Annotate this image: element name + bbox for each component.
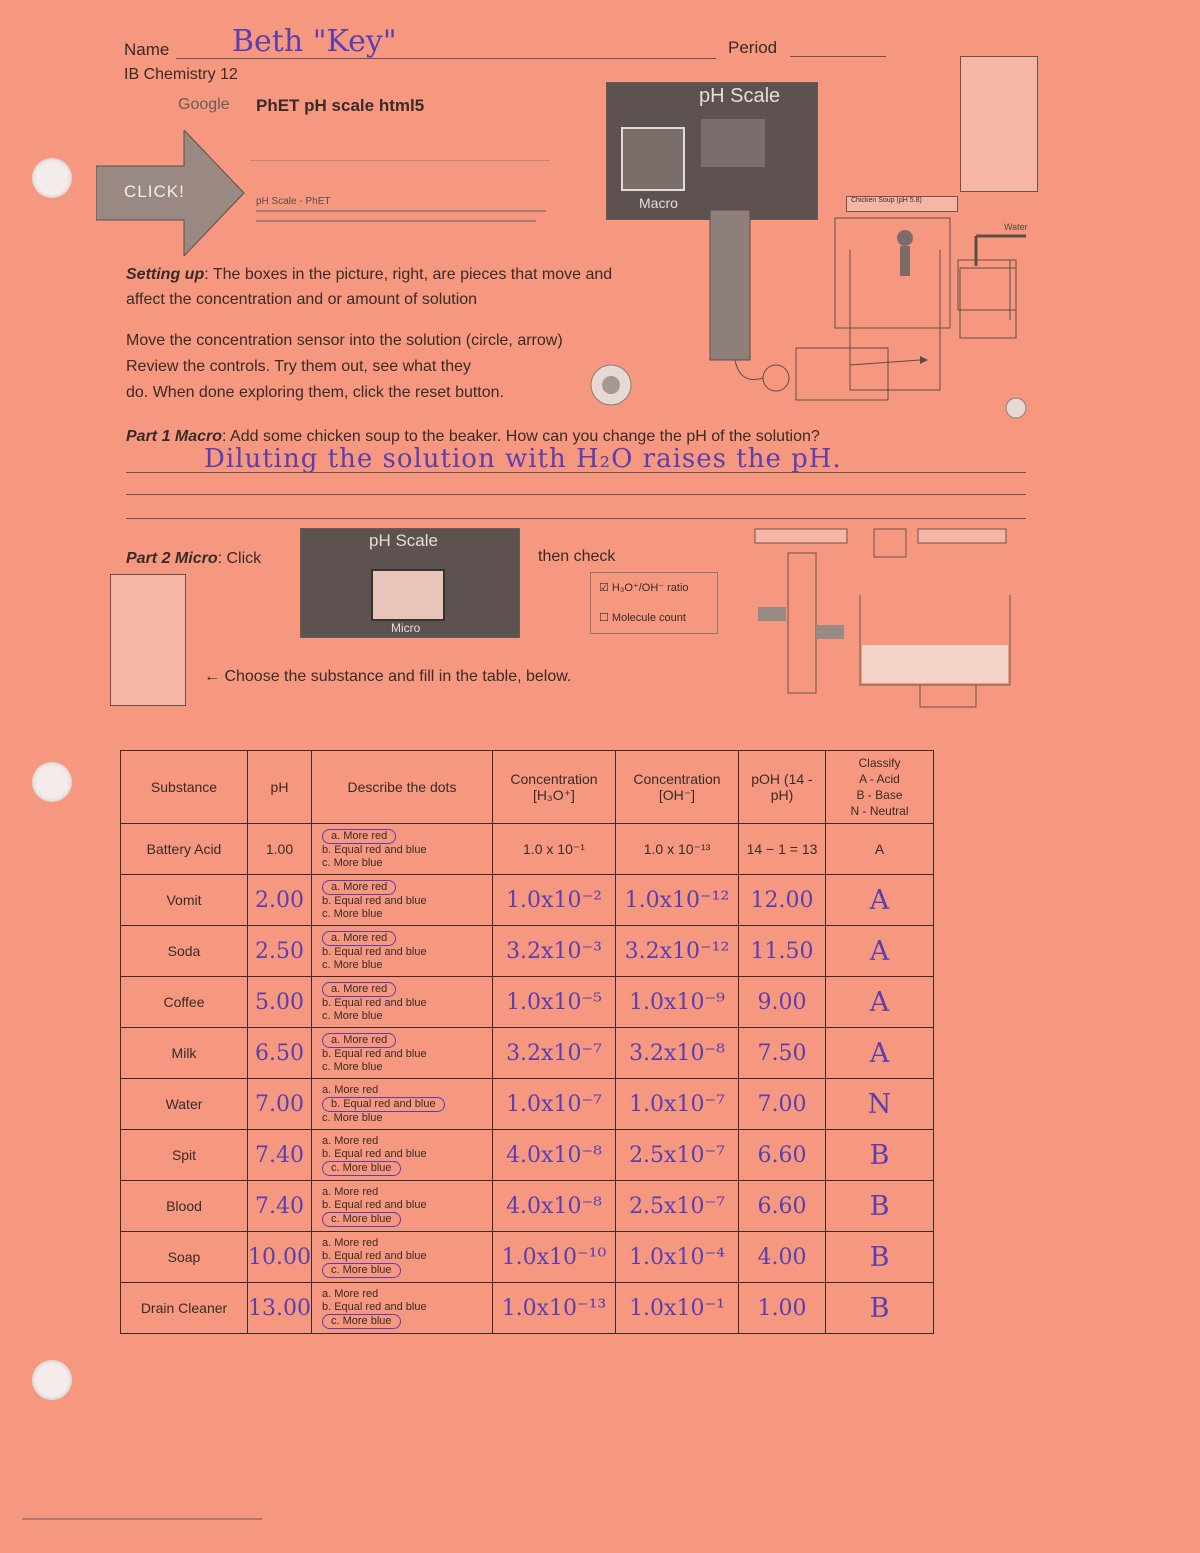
cell-conc-h: 3.2x10⁻³ xyxy=(492,926,615,977)
cell-classify: A xyxy=(825,926,933,977)
dot-option-row xyxy=(322,1161,492,1176)
table-header-row xyxy=(121,751,934,824)
macro-label: Macro xyxy=(639,195,678,211)
cell-substance: Drain Cleaner xyxy=(121,1283,248,1334)
search-query: PhET pH scale html5 xyxy=(256,96,425,115)
reset-button-icon[interactable] xyxy=(586,360,636,410)
dot-option-row xyxy=(322,880,492,895)
choose-substance-text: ← Choose the substance and fill in the table, below. xyxy=(204,668,572,685)
dot-option: c. More blue xyxy=(322,1263,401,1278)
cell-conc-h: 1.0x10⁻¹⁰ xyxy=(492,1232,615,1283)
cell-ph: 13.00 xyxy=(248,1283,312,1334)
dot-option-row xyxy=(322,1301,492,1314)
controls-line-1: Move the concentration sensor into the solution (circle, arrow) xyxy=(126,332,563,349)
header-poh: pOH (14 - pH) xyxy=(738,751,825,824)
setup-text-1: : The boxes in the picture, right, are pieces that move and xyxy=(204,266,613,283)
cell-poh: 14 − 1 = 13 xyxy=(738,824,825,875)
cell-dots xyxy=(311,1232,492,1283)
cell-poh: 7.00 xyxy=(738,1079,825,1130)
name-label: Name xyxy=(124,40,170,59)
classify-neutral: N - Neutral xyxy=(850,804,909,818)
dot-option-row xyxy=(322,1033,492,1048)
cell-conc-oh: 1.0x10⁻⁷ xyxy=(615,1079,738,1130)
dot-option: c. More blue xyxy=(321,856,383,869)
classify-base: B - Base xyxy=(856,788,903,802)
substance-list-panel-small xyxy=(110,574,186,706)
table-row xyxy=(121,926,934,977)
table-row xyxy=(121,824,934,875)
cell-dots xyxy=(311,926,492,977)
table-row xyxy=(121,1028,934,1079)
part2-label-row xyxy=(126,550,261,568)
answer-line xyxy=(126,472,1026,473)
period-line xyxy=(790,56,886,57)
reset-button-small-icon xyxy=(1004,396,1028,420)
answer-line xyxy=(126,518,1026,519)
cell-poh: 4.00 xyxy=(738,1232,825,1283)
dot-option: b. Equal red and blue xyxy=(321,1198,427,1211)
cell-ph: 2.50 xyxy=(248,926,312,977)
dot-option: a. More red xyxy=(321,1083,379,1096)
macro-tile[interactable] xyxy=(621,127,685,191)
search-result-snippet xyxy=(256,220,536,222)
dot-option: a. More red xyxy=(322,982,396,997)
dot-option-row xyxy=(322,1250,492,1263)
table-row xyxy=(121,1079,934,1130)
setup-text-2: affect the concentration and or amount of solution xyxy=(126,291,478,308)
header-substance: Substance xyxy=(121,751,248,824)
cell-classify: A xyxy=(825,977,933,1028)
cell-conc-oh: 3.2x10⁻⁸ xyxy=(615,1028,738,1079)
cell-classify: N xyxy=(825,1079,933,1130)
substance-dropdown-label: Chicken Soup (pH 5.8) xyxy=(851,197,922,204)
substance-table xyxy=(120,750,934,1334)
cell-conc-oh: 2.5x10⁻⁷ xyxy=(615,1181,738,1232)
dot-option: c. More blue xyxy=(322,1212,401,1227)
dot-option: b. Equal red and blue xyxy=(321,894,427,907)
binder-hole xyxy=(32,762,72,802)
micro-tile-selected[interactable] xyxy=(371,569,445,621)
dot-option: b. Equal red and blue xyxy=(321,1249,427,1262)
cell-conc-h: 3.2x10⁻⁷ xyxy=(492,1028,615,1079)
dot-option: c. More blue xyxy=(322,1161,401,1176)
dot-option: a. More red xyxy=(322,880,396,895)
cell-ph: 7.40 xyxy=(248,1130,312,1181)
dot-option-row xyxy=(322,1288,492,1301)
binder-hole xyxy=(32,1360,72,1400)
search-result-title: pH Scale - PhET xyxy=(256,196,331,207)
ph-scale-micro-screenshot xyxy=(300,528,520,638)
cell-conc-oh: 1.0 x 10⁻¹³ xyxy=(615,824,738,875)
dot-option: a. More red xyxy=(322,931,396,946)
cell-classify: A xyxy=(825,1028,933,1079)
footer-print-stamp xyxy=(22,1518,262,1520)
cell-conc-h: 4.0x10⁻⁸ xyxy=(492,1181,615,1232)
dot-option-row xyxy=(322,1048,492,1061)
cell-substance: Soda xyxy=(121,926,248,977)
dot-option-row xyxy=(322,1199,492,1212)
dot-option-row xyxy=(322,1314,492,1329)
cell-poh: 6.60 xyxy=(738,1181,825,1232)
cell-poh: 11.50 xyxy=(738,926,825,977)
dot-option: b. Equal red and blue xyxy=(321,945,427,958)
ratio-checkbox[interactable]: ☑ H₃O⁺/OH⁻ ratio xyxy=(599,582,689,594)
cell-conc-oh: 3.2x10⁻¹² xyxy=(615,926,738,977)
dot-option: a. More red xyxy=(321,1236,379,1249)
dot-option: b. Equal red and blue xyxy=(321,1147,427,1160)
cell-ph: 5.00 xyxy=(248,977,312,1028)
cell-ph: 7.40 xyxy=(248,1181,312,1232)
cell-dots xyxy=(311,1283,492,1334)
micro-tile[interactable] xyxy=(701,119,765,167)
cell-conc-h: 4.0x10⁻⁸ xyxy=(492,1130,615,1181)
dot-option: b. Equal red and blue xyxy=(321,843,427,856)
cell-ph: 2.00 xyxy=(248,875,312,926)
setup-paragraph xyxy=(126,262,612,312)
cell-substance: Vomit xyxy=(121,875,248,926)
micro-beaker-diagram xyxy=(750,525,1040,710)
micro-label: Micro xyxy=(391,621,421,635)
table-row xyxy=(121,1232,934,1283)
then-check-label: then check xyxy=(538,548,616,565)
cell-dots xyxy=(311,1181,492,1232)
cell-dots xyxy=(311,1130,492,1181)
course-title: IB Chemistry 12 xyxy=(124,66,238,83)
part1-answer: Diluting the solution with H₂O raises the pH. xyxy=(204,444,842,474)
cell-substance: Coffee xyxy=(121,977,248,1028)
cell-ph: 1.00 xyxy=(248,824,312,875)
cell-dots xyxy=(311,977,492,1028)
cell-poh: 1.00 xyxy=(738,1283,825,1334)
cell-classify: A xyxy=(825,875,933,926)
header-dots: Describe the dots xyxy=(311,751,492,824)
dot-option-row xyxy=(322,1135,492,1148)
molecule-checkbox[interactable]: ☐ Molecule count xyxy=(599,612,686,624)
cell-poh: 12.00 xyxy=(738,875,825,926)
dot-option-row xyxy=(322,1263,492,1278)
cell-conc-oh: 1.0x10⁻¹ xyxy=(615,1283,738,1334)
dot-option-row xyxy=(322,997,492,1010)
dot-option: c. More blue xyxy=(321,1060,383,1073)
classify-title: Classify xyxy=(858,756,901,770)
dot-option-row xyxy=(322,1148,492,1161)
binder-hole xyxy=(32,158,72,198)
dot-option-row xyxy=(322,857,492,870)
dot-option-row xyxy=(322,1061,492,1074)
dot-option-row xyxy=(322,1237,492,1250)
water-tap-diagram xyxy=(956,226,1036,356)
name-value: Beth "Key" xyxy=(232,24,397,59)
cell-ph: 6.50 xyxy=(248,1028,312,1079)
period-label: Period xyxy=(728,38,778,57)
dot-option-row xyxy=(322,1010,492,1023)
table-row xyxy=(121,1181,934,1232)
molecule-checkbox-label: Molecule count xyxy=(611,612,686,624)
dot-option: a. More red xyxy=(322,829,396,844)
setup-label: Setting up xyxy=(126,266,205,283)
dot-option-row xyxy=(322,982,492,997)
cell-substance: Spit xyxy=(121,1130,248,1181)
controls-line-2: Review the controls. Try them out, see what they xyxy=(126,358,472,375)
dot-option: c. More blue xyxy=(322,1314,401,1329)
cell-conc-h: 1.0x10⁻⁵ xyxy=(492,977,615,1028)
cell-substance: Milk xyxy=(121,1028,248,1079)
search-result-url xyxy=(256,210,546,212)
table-body xyxy=(121,824,934,1334)
substance-list-panel xyxy=(960,56,1038,192)
dot-option-row xyxy=(322,931,492,946)
controls-line-3: do. When done exploring them, click the reset button. xyxy=(126,384,504,401)
table-row xyxy=(121,977,934,1028)
dot-option: b. Equal red and blue xyxy=(322,1097,445,1112)
cell-classify: B xyxy=(825,1232,933,1283)
dot-option-row xyxy=(322,1112,492,1125)
cell-conc-oh: 1.0x10⁻⁹ xyxy=(615,977,738,1028)
cell-poh: 6.60 xyxy=(738,1130,825,1181)
header-conc-oh: Concentration [OH⁻] xyxy=(615,751,738,824)
dot-option-row xyxy=(322,1097,492,1112)
dot-option-row xyxy=(322,1186,492,1199)
table-row xyxy=(121,1283,934,1334)
dot-option: c. More blue xyxy=(321,1111,383,1124)
cell-dots xyxy=(311,1028,492,1079)
dot-option-row xyxy=(322,946,492,959)
classify-acid: A - Acid xyxy=(859,772,900,786)
header-conc-h: Concentration [H₃O⁺] xyxy=(492,751,615,824)
dot-option: b. Equal red and blue xyxy=(321,1047,427,1060)
cell-dots xyxy=(311,1079,492,1130)
cell-ph: 7.00 xyxy=(248,1079,312,1130)
search-divider xyxy=(250,160,550,161)
cell-dots xyxy=(311,875,492,926)
micro-sim-title: pH Scale xyxy=(369,531,438,550)
cell-substance: Blood xyxy=(121,1181,248,1232)
header-ph: pH xyxy=(248,751,312,824)
dot-option: c. More blue xyxy=(321,958,383,971)
cell-conc-h: 1.0x10⁻¹³ xyxy=(492,1283,615,1334)
cell-ph: 10.00 xyxy=(248,1232,312,1283)
table-row xyxy=(121,1130,934,1181)
header-classify xyxy=(825,751,933,824)
dot-option: a. More red xyxy=(322,1033,396,1048)
dot-option: a. More red xyxy=(321,1185,379,1198)
cell-substance: Battery Acid xyxy=(121,824,248,875)
dot-option-row xyxy=(322,959,492,972)
dot-option: b. Equal red and blue xyxy=(321,996,427,1009)
sim-title: pH Scale xyxy=(699,85,781,107)
cell-classify: B xyxy=(825,1130,933,1181)
dot-option-row xyxy=(322,895,492,908)
dot-option-row xyxy=(322,844,492,857)
table-row xyxy=(121,875,934,926)
cell-conc-oh: 1.0x10⁻⁴ xyxy=(615,1232,738,1283)
dot-option-row xyxy=(322,829,492,844)
cell-conc-h: 1.0 x 10⁻¹ xyxy=(492,824,615,875)
cell-conc-oh: 2.5x10⁻⁷ xyxy=(615,1130,738,1181)
dot-option-row xyxy=(322,908,492,921)
dot-option-row xyxy=(322,1084,492,1097)
dot-option: c. More blue xyxy=(321,1009,383,1022)
part1-text: : Add some chicken soup to the beaker. How can you change the pH of the solution? xyxy=(222,428,820,445)
cell-substance: Soap xyxy=(121,1232,248,1283)
dot-option: a. More red xyxy=(321,1134,379,1147)
click-label[interactable]: CLICK! xyxy=(124,182,185,201)
cell-classify: A xyxy=(825,824,933,875)
dot-option-row xyxy=(322,1212,492,1227)
water-label: Water xyxy=(1004,222,1028,232)
cell-dots xyxy=(311,824,492,875)
cell-poh: 7.50 xyxy=(738,1028,825,1079)
part1-label: Part 1 Macro xyxy=(126,428,223,445)
dot-option: c. More blue xyxy=(321,907,383,920)
dot-option: b. Equal red and blue xyxy=(321,1300,427,1313)
ratio-checkbox-label: H₃O⁺/OH⁻ ratio xyxy=(611,582,689,594)
cell-substance: Water xyxy=(121,1079,248,1130)
answer-line xyxy=(126,494,1026,495)
google-logo: Google xyxy=(178,96,230,113)
checkbox-panel xyxy=(590,572,718,634)
controls-paragraph xyxy=(126,328,563,406)
cell-conc-h: 1.0x10⁻⁷ xyxy=(492,1079,615,1130)
cell-classify: B xyxy=(825,1283,933,1334)
part2-click: : Click xyxy=(217,550,262,567)
cell-poh: 9.00 xyxy=(738,977,825,1028)
cell-conc-oh: 1.0x10⁻¹² xyxy=(615,875,738,926)
cell-classify: B xyxy=(825,1181,933,1232)
part2-label: Part 2 Micro xyxy=(126,550,218,567)
dot-option: a. More red xyxy=(321,1287,379,1300)
substance-dropdown[interactable] xyxy=(846,196,958,212)
cell-conc-h: 1.0x10⁻² xyxy=(492,875,615,926)
